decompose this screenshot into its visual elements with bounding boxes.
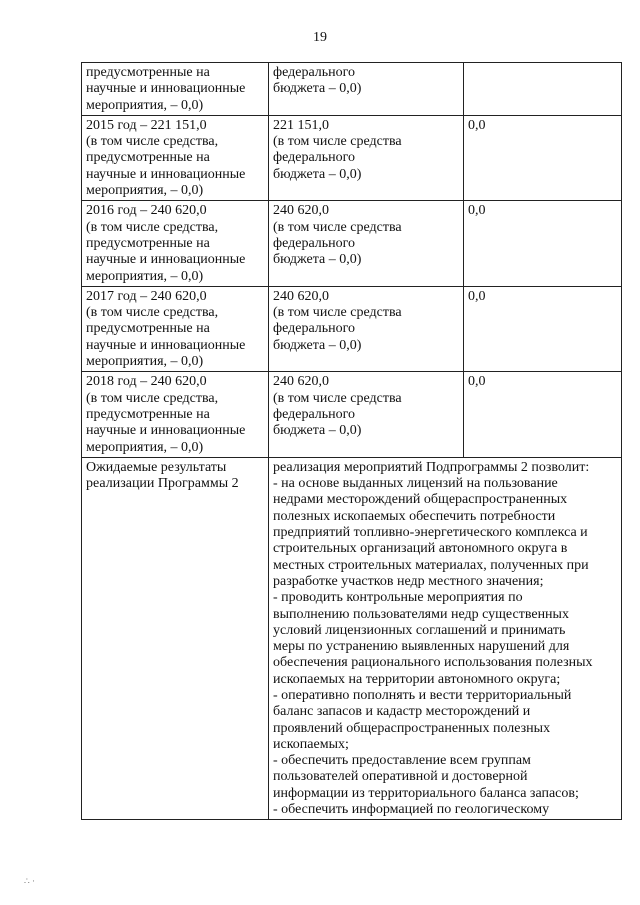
results-text-line: ископаемых на территории автономного округа; — [273, 671, 561, 687]
table-cell-col1 — [82, 372, 269, 457]
results-text-line: проявлений общераспространенных полезных — [273, 720, 551, 736]
cell-line: федерального — [273, 235, 356, 251]
cell-line: бюджета – 0,0) — [273, 337, 362, 353]
table-cell-col2 — [269, 63, 464, 116]
cell-line: федерального — [273, 150, 356, 166]
cell-line: предусмотренные на — [86, 235, 210, 251]
cell-line: федерального — [273, 406, 356, 422]
table-cell-col2 — [269, 286, 464, 371]
results-text-line: баланс запасов и кадастр месторождений и — [273, 704, 531, 720]
scan-artifact: ∴ · — [24, 876, 35, 886]
cell-line: научные и инновационные — [86, 337, 246, 353]
cell-line: научные и инновационные — [86, 423, 246, 439]
cell-line: бюджета – 0,0) — [273, 166, 362, 182]
cell-line: (в том числе средства, — [86, 134, 219, 150]
table-cell-col1 — [82, 63, 269, 116]
results-text-line: - обеспечить информацией по геологическому — [273, 802, 550, 818]
results-text-line: строительных организаций автономного округа в — [273, 541, 568, 557]
financing-table — [81, 62, 622, 820]
cell-line: 240 620,0 — [273, 374, 329, 390]
table-row — [82, 201, 622, 286]
table-row — [82, 115, 622, 200]
table-row — [82, 286, 622, 371]
cell-line: (в том числе средства, — [86, 219, 219, 235]
cell-line: (в том числе средства — [273, 219, 402, 235]
cell-line: мероприятия, – 0,0) — [86, 97, 204, 113]
results-text-line: выполнению пользователями недр существенных — [273, 606, 569, 622]
table-cell-col2 — [269, 372, 464, 457]
financing-table-body — [82, 63, 622, 458]
cell-line: мероприятия, – 0,0) — [86, 354, 204, 370]
cell-line: федерального — [273, 65, 356, 80]
table-cell-col1 — [82, 286, 269, 371]
results-text-line: условий лицензионных соглашений и принимать — [273, 622, 566, 638]
results-label-line: Ожидаемые результаты — [86, 459, 227, 475]
cell-line: мероприятия, – 0,0) — [86, 268, 204, 284]
results-text-line: - обеспечить предоставление всем группам — [273, 753, 531, 769]
results-text-cell — [269, 457, 622, 820]
cell-line: (в том числе средства — [273, 390, 402, 406]
cell-line: предусмотренные на — [86, 65, 210, 80]
table-cell-col3 — [464, 115, 622, 200]
cell-line: 0,0 — [468, 288, 486, 304]
cell-line: 240 620,0 — [273, 203, 329, 219]
table-cell-col3 — [464, 372, 622, 457]
results-label-line: реализации Программы 2 — [86, 476, 239, 492]
results-text-line: - на основе выданных лицензий на пользование — [273, 476, 558, 492]
cell-line: 0,0 — [468, 374, 486, 390]
page-number: 19 — [313, 30, 327, 45]
results-section — [82, 457, 622, 820]
table-cell-col3 — [464, 286, 622, 371]
cell-line: бюджета – 0,0) — [273, 423, 362, 439]
table-row — [82, 63, 622, 116]
table-cell-col3 — [464, 63, 622, 116]
cell-line: 0,0 — [468, 203, 486, 219]
cell-line: мероприятия, – 0,0) — [86, 183, 204, 199]
results-text-line: недрами месторождений общераспространенных — [273, 492, 568, 508]
results-text-line: - проводить контрольные мероприятия по — [273, 590, 523, 606]
table-cell-col3 — [464, 201, 622, 286]
table-cell-col2 — [269, 201, 464, 286]
cell-line: бюджета – 0,0) — [273, 81, 362, 97]
cell-line: (в том числе средства, — [86, 390, 219, 406]
cell-line: 0,0 — [468, 117, 486, 133]
results-text-line: местных строительных материалах, полученных при — [273, 557, 589, 573]
cell-line: (в том числе средства — [273, 134, 402, 150]
results-label-cell — [82, 457, 269, 820]
results-text-line: разработке участков недр местного значения; — [273, 573, 544, 589]
cell-line: федерального — [273, 321, 356, 337]
results-text-line: - оперативно пополнять и вести территориальный — [273, 687, 572, 703]
cell-line: (в том числе средства, — [86, 305, 219, 321]
cell-line: научные и инновационные — [86, 166, 246, 182]
cell-line: 240 620,0 — [273, 288, 329, 304]
cell-line: 2017 год – 240 620,0 — [86, 288, 207, 304]
cell-line: предусмотренные на — [86, 150, 210, 166]
cell-line: научные и инновационные — [86, 252, 246, 268]
results-text-line: пользователей оперативной и достоверной — [273, 769, 528, 785]
cell-line: (в том числе средства — [273, 305, 402, 321]
table-row — [82, 372, 622, 457]
cell-line: 2016 год – 240 620,0 — [86, 203, 207, 219]
cell-line: бюджета – 0,0) — [273, 252, 362, 268]
cell-line: предусмотренные на — [86, 321, 210, 337]
table-cell-col1 — [82, 115, 269, 200]
cell-line: научные и инновационные — [86, 81, 246, 97]
cell-line: предусмотренные на — [86, 406, 210, 422]
cell-line: 221 151,0 — [273, 117, 329, 133]
results-text-line: предприятий топливно-энергетического комплекса и — [273, 525, 588, 541]
results-text-line: информации из территориального баланса запасов; — [273, 785, 579, 801]
cell-line: 2018 год – 240 620,0 — [86, 374, 207, 390]
table-cell-col1 — [82, 201, 269, 286]
results-text-line: полезных ископаемых обеспечить потребности — [273, 508, 556, 524]
results-text-line: обеспечения рационального использования полезных — [273, 655, 593, 671]
results-text-line: ископаемых; — [273, 736, 349, 752]
results-row — [82, 457, 622, 820]
results-text-line: реализация мероприятий Подпрограммы 2 позволит: — [273, 459, 590, 475]
table-cell-col2 — [269, 115, 464, 200]
cell-line: мероприятия, – 0,0) — [86, 439, 204, 455]
cell-line: 2015 год – 221 151,0 — [86, 117, 207, 133]
results-text-line: меры по устранению выявленных нарушений для — [273, 639, 570, 655]
